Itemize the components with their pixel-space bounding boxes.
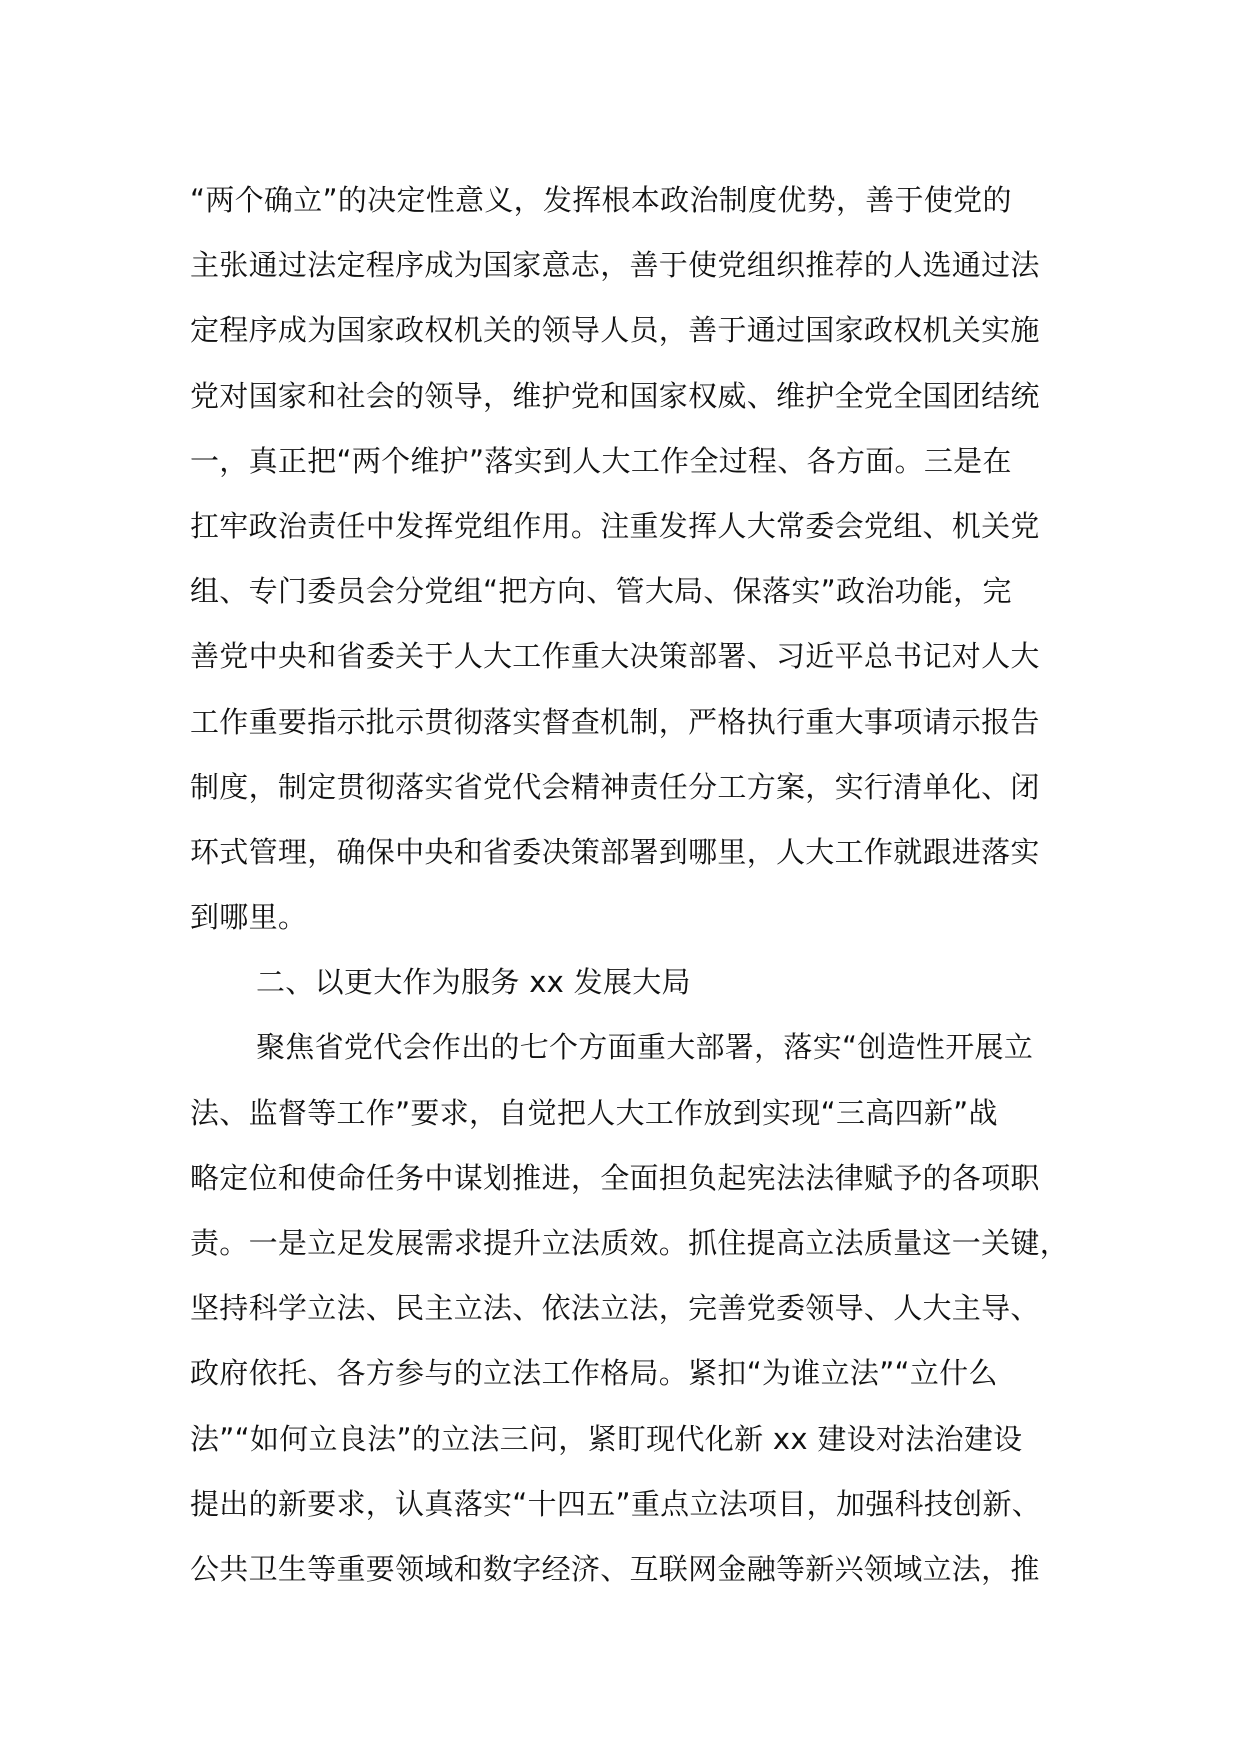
section-heading: 二、以更大作为服务 xx 发展大局 (256, 965, 691, 1000)
body-text (190, 168, 1070, 1602)
text-line: 法”“如何立良法”的立法三问，紧盯现代化新 xx 建设对法治建设 (190, 1421, 1023, 1456)
text-line: “两个确立”的决定性意义，发挥根本政治制度优势，善于使党的 (190, 183, 1012, 217)
text-line: 一，真正把“两个维护”落实到人大工作全过程、各方面。三是在 (190, 443, 1012, 478)
text-line: 党对国家和社会的领导，维护党和国家权威、维护全党全国团结统 (190, 378, 1040, 413)
text-line: 责。一是立足发展需求提升立法质效。抓住提高立法质量这一关键， (190, 1226, 1070, 1260)
text-line: 定程序成为国家政权机关的领导人员，善于通过国家政权机关实施 (190, 313, 1040, 348)
text-line: 组、专门委员会分党组“把方向、管大局、保落实”政治功能，完 (190, 574, 1012, 609)
text-line: 法、监督等工作”要求，自觉把人大工作放到实现“三高四新”战 (190, 1095, 998, 1130)
text-line: 政府依托、各方参与的立法工作格局。紧扣“为谁立法”“立什么 (190, 1356, 998, 1391)
text-line: 坚持科学立法、民主立法、依法立法，完善党委领导、人大主导、 (190, 1291, 1040, 1326)
text-line: 公共卫生等重要领域和数字经济、互联网金融等新兴领域立法，推 (190, 1551, 1040, 1586)
text-line: 工作重要指示批示贯彻落实督查机制，严格执行重大事项请示报告 (190, 704, 1040, 739)
text-line: 聚焦省党代会作出的七个方面重大部署，落实“创造性开展立 (256, 1030, 1034, 1065)
text-line: 略定位和使命任务中谋划推进，全面担负起宪法法律赋予的各项职 (190, 1160, 1040, 1195)
text-line: 主张通过法定程序成为国家意志，善于使党组织推荐的人选通过法 (190, 248, 1040, 283)
text-line: 环式管理，确保中央和省委决策部署到哪里，人大工作就跟进落实 (190, 834, 1040, 869)
text-line: 提出的新要求，认真落实“十四五”重点立法项目，加强科技创新、 (190, 1486, 1042, 1521)
text-line: 制度，制定贯彻落实省党代会精神责任分工方案，实行清单化、闭 (190, 769, 1040, 804)
text-line: 善党中央和省委关于人大工作重大决策部署、习近平总书记对人大 (190, 639, 1040, 674)
text-line: 到哪里。 (190, 900, 308, 935)
text-line: 扛牢政治责任中发挥党组作用。注重发挥人大常委会党组、机关党 (190, 508, 1040, 543)
